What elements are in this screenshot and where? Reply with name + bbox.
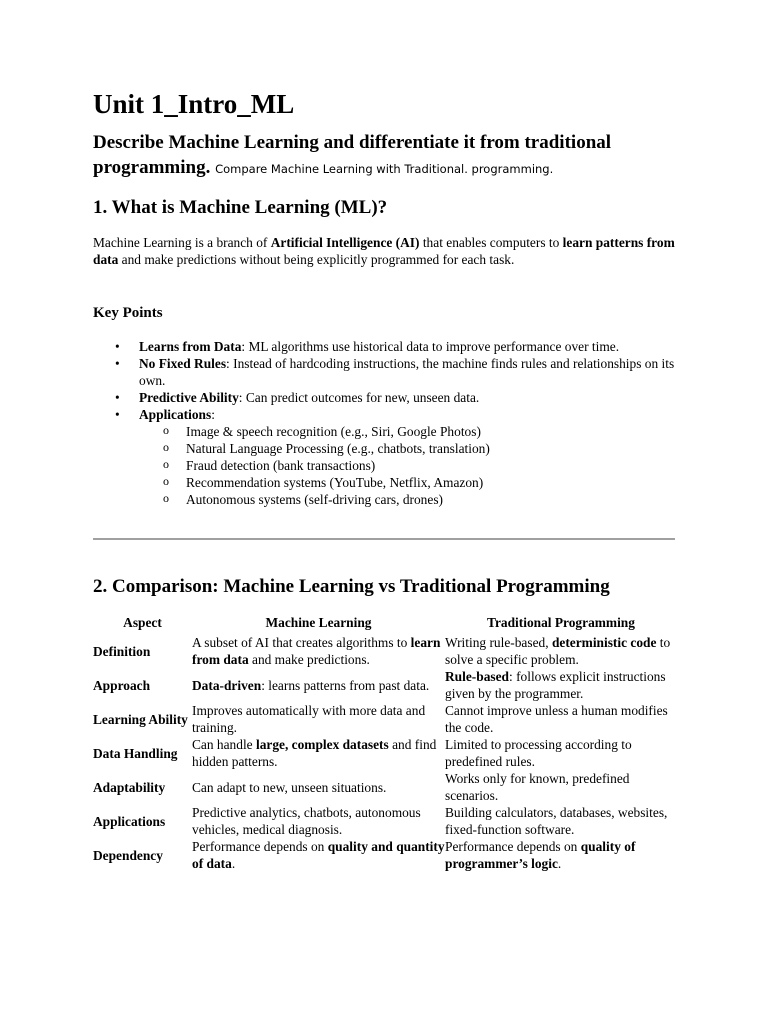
tp-cell: [445, 634, 677, 668]
table-row: [93, 838, 677, 872]
question-text: Describe Machine Learning and differentiate it from traditional programming.: [93, 132, 612, 178]
para-text: and make predictions without being explicitly programmed for each task.: [118, 252, 515, 267]
ml-cell: [192, 838, 445, 872]
list-item-text: : ML algorithms use historical data to improve performance over time.: [241, 339, 620, 354]
cell-bold: learn from data: [192, 635, 441, 667]
aspect-cell: Definition: [93, 643, 151, 659]
table-row: [93, 736, 677, 770]
list-item-text: : Instead of hardcoding instructions, the machine finds rules and relationships on its own.: [139, 356, 675, 388]
cell-text: Writing rule-based,: [445, 635, 552, 650]
cell-text: Building calculators, databases, websites, fixed-function software.: [445, 805, 668, 837]
cell-text: and make predictions.: [248, 652, 370, 667]
ml-cell: [192, 702, 445, 736]
cell-text: Predictive analytics, chatbots, autonomous vehicles, medical diagnosis.: [192, 805, 421, 837]
sublist-item: o Image & speech recognition (e.g., Siri, Google Photos): [163, 423, 675, 440]
cell-text: Limited to processing according to predefined rules.: [445, 737, 632, 769]
aspect-cell: Adaptability: [93, 779, 166, 795]
aspect-cell: Applications: [93, 813, 166, 829]
cell-bold: Data-driven: [192, 677, 262, 693]
section-divider: [93, 538, 675, 540]
tp-cell: [445, 838, 677, 872]
list-item: [115, 355, 675, 389]
key-points-heading: Key Points: [93, 305, 163, 321]
question-note: Compare Machine Learning with Traditional. programming.: [215, 162, 554, 176]
aspect-cell: Dependency: [93, 847, 163, 863]
list-item-text: : Can predict outcomes for new, unseen data.: [238, 390, 480, 405]
cell-text: Works only for known, predefined scenarios.: [445, 771, 630, 803]
sublist-item: o Recommendation systems (YouTube, Netflix, Amazon): [163, 474, 675, 491]
cell-text: A subset of AI that creates algorithms to: [192, 635, 411, 650]
cell-text: .: [231, 856, 236, 871]
comparison-table: [93, 614, 677, 872]
ml-definition-paragraph: [93, 234, 677, 268]
ml-cell: [192, 770, 445, 804]
list-item-text: :: [211, 407, 215, 422]
section-heading-what-is-ml: 1. What is Machine Learning (ML)?: [93, 197, 388, 218]
list-item-term: Applications: [139, 407, 212, 422]
key-points-list: [115, 338, 675, 508]
column-header-tp: Traditional Programming: [487, 615, 635, 630]
para-bold: learn patterns from data: [93, 235, 675, 267]
aspect-cell: Approach: [93, 677, 151, 693]
sublist-item: o Fraud detection (bank transactions): [163, 457, 675, 474]
cell-bold: quality of programmer’s logic: [445, 839, 636, 871]
cell-text: Performance depends on: [445, 839, 581, 854]
list-item-term: No Fixed Rules: [139, 356, 227, 371]
para-text: Machine Learning is a branch of: [93, 235, 271, 250]
cell-text: to solve a specific problem.: [445, 635, 671, 667]
ml-cell: [192, 668, 445, 702]
tp-cell: [445, 736, 677, 770]
cell-text: Can adapt to new, unseen situations.: [192, 779, 387, 795]
table-row: [93, 702, 677, 736]
list-item: [115, 389, 675, 406]
ml-cell: [192, 634, 445, 668]
table-row: [93, 804, 677, 838]
list-item: [115, 338, 675, 355]
cell-bold: large, complex datasets: [255, 737, 389, 752]
cell-bold: deterministic code: [551, 635, 657, 650]
ml-cell: [192, 804, 445, 838]
list-item-term: Learns from Data: [139, 339, 242, 354]
tp-cell: [445, 702, 677, 736]
cell-text: Cannot improve unless a human modifies the code.: [445, 703, 668, 735]
list-item-term: Predictive Ability: [139, 390, 239, 405]
sublist-item: o Autonomous systems (self-driving cars, drones): [163, 491, 675, 508]
aspect-cell: Data Handling: [93, 745, 178, 761]
table-row: [93, 634, 677, 668]
tp-cell: [445, 668, 677, 702]
column-header-ml: Machine Learning: [265, 615, 372, 630]
tp-cell: [445, 770, 677, 804]
cell-text: and find hidden patterns.: [192, 737, 437, 769]
table-row: [93, 770, 677, 804]
sublist-item: o Natural Language Processing (e.g., chatbots, translation): [163, 440, 675, 457]
table-row: [93, 668, 677, 702]
cell-text: : follows explicit instructions given by the programmer.: [445, 669, 666, 701]
applications-sublist: [139, 423, 675, 508]
ml-cell: [192, 736, 445, 770]
cell-text: Improves automatically with more data and training.: [192, 703, 426, 735]
cell-text: Can handle: [192, 737, 256, 752]
para-text: that enables computers to: [419, 235, 563, 250]
cell-bold: quality and quantity of data: [192, 839, 445, 871]
list-item: [115, 406, 675, 508]
cell-text: .: [557, 856, 562, 871]
section-heading-comparison: 2. Comparison: Machine Learning vs Traditional Programming: [93, 576, 610, 597]
column-header-aspect: Aspect: [123, 615, 162, 630]
table-header-row: [93, 614, 677, 634]
page-title: Unit 1_Intro_ML: [93, 89, 295, 119]
para-bold: Artificial Intelligence (AI): [270, 235, 420, 250]
tp-cell: [445, 804, 677, 838]
cell-text: : learns patterns from past data.: [261, 677, 430, 693]
question-heading: [93, 130, 677, 182]
aspect-cell: Learning Ability: [93, 711, 188, 727]
cell-bold: Rule-based: [445, 669, 509, 684]
cell-text: Performance depends on: [192, 839, 328, 854]
